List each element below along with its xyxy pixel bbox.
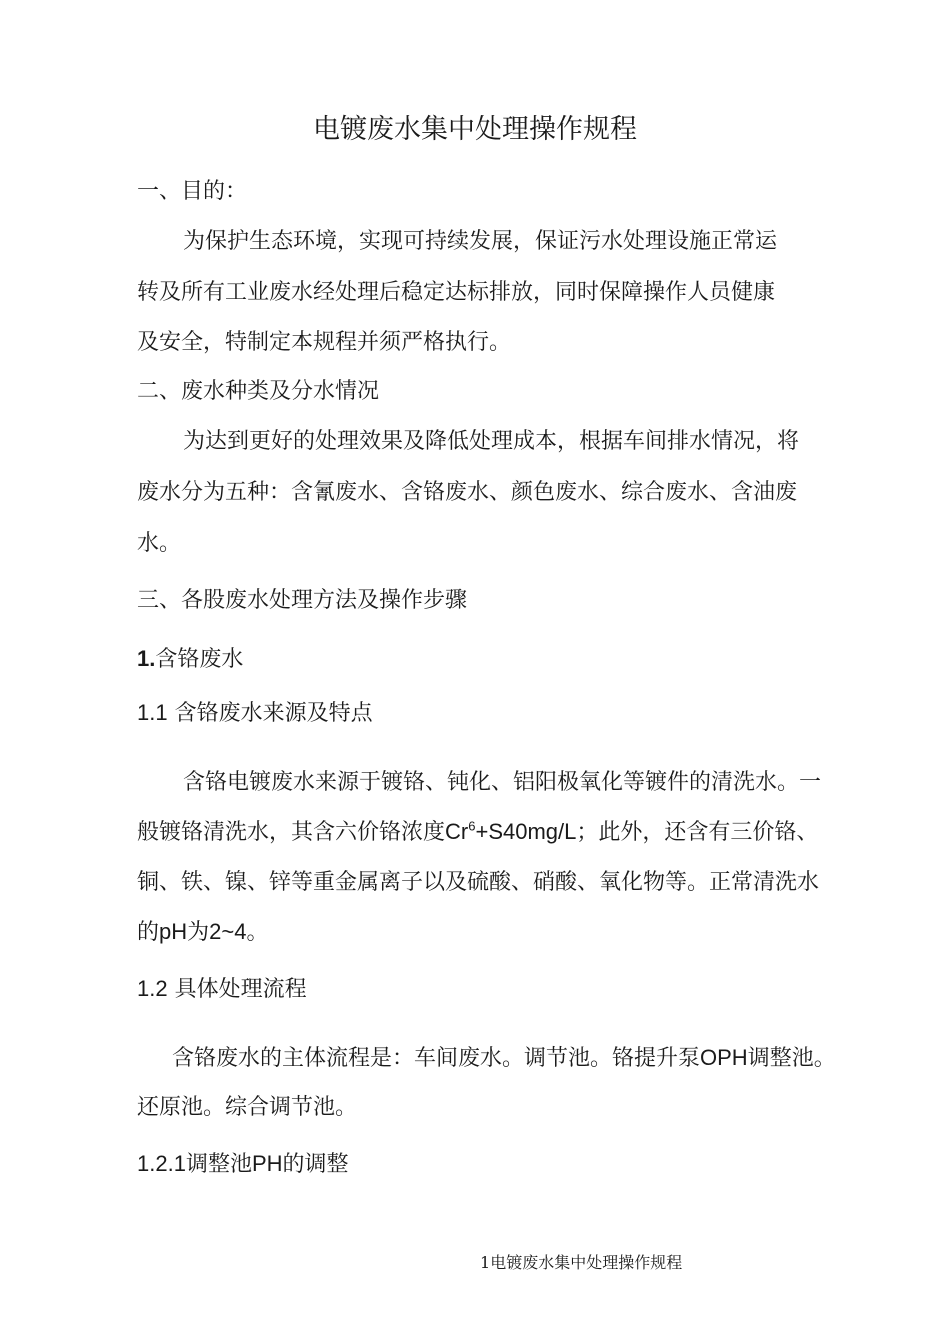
subheading-treatment-flow (137, 975, 307, 1004)
heading-text: 含铬废水 (155, 647, 244, 672)
paragraph-line: 铜、铁、镍、锌等重金属离子以及硫酸、硝酸、氧化物等。正常清洗水 (137, 870, 820, 895)
paragraph-line: 转及所有工业废水经处理后稳定达标排放，同时保障操作人员健康 (137, 280, 776, 305)
heading-text: 调整池 (185, 1152, 252, 1177)
heading-text: 的调整 (282, 1152, 349, 1177)
page-title: 电镀废水集中处理操作规程 (313, 114, 637, 145)
heading-number: 1.1 (137, 700, 168, 725)
paragraph-line: 废水分为五种：含氰废水、含铬废水、颜色废水、综合废水、含油废 (137, 480, 798, 505)
text-run: 的 (137, 920, 160, 945)
paragraph-line: 及安全，特制定本规程并须严格执行。 (137, 330, 512, 355)
text-run: 含铬废水的主体流程是：车间废水。调节池。铬提升泵 (172, 1046, 701, 1071)
text-run: 为 (187, 920, 210, 945)
page-number: 1 (480, 1253, 491, 1272)
subheading-chromium-wastewater (137, 645, 243, 674)
heading-number: 1.2 (137, 976, 168, 1001)
section-heading-wastewater-types: 二、废水种类及分水情况 (137, 379, 380, 404)
running-title: 电镀废水集中处理操作规程 (490, 1253, 683, 1272)
superscript: 6 (468, 818, 476, 834)
heading-number: 1.2.1 (137, 1151, 186, 1176)
paragraph-line (137, 918, 269, 947)
paragraph-line: 为保护生态环境，实现可持续发展，保证污水处理设施正常运 (183, 229, 778, 254)
text-run: 。 (246, 920, 269, 945)
page-footer (480, 1252, 682, 1274)
chemical-symbol: Cr (445, 819, 469, 844)
heading-text: 含铬废水来源及特点 (167, 701, 373, 726)
paragraph-line (137, 818, 818, 847)
ph-label: pH (159, 919, 188, 944)
text-run: ；此外，还含有三价铬、 (576, 820, 819, 845)
subheading-ph-adjustment (137, 1150, 349, 1179)
concentration-value: +S40mg/L (475, 819, 577, 844)
text-run: 般镀铬清洗水，其含六价铬浓度 (137, 820, 446, 845)
paragraph-line: 含铬电镀废水来源于镀铬、钝化、铝阳极氧化等镀件的清洗水。一 (183, 770, 822, 795)
oph-label: OPH (700, 1045, 748, 1070)
paragraph-line: 水。 (137, 531, 182, 556)
paragraph-line: 还原池。综合调节池。 (137, 1095, 358, 1120)
ph-range: 2~4 (209, 919, 247, 944)
heading-number: 1. (137, 646, 156, 671)
section-heading-purpose: 一、目的： (137, 179, 248, 204)
subheading-source-characteristics (137, 699, 373, 728)
paragraph-line (172, 1044, 836, 1073)
ph-label: PH (251, 1151, 283, 1176)
section-heading-methods: 三、各股废水处理方法及操作步骤 (137, 588, 468, 613)
paragraph-line: 为达到更好的处理效果及降低处理成本，根据车间排水情况，将 (183, 429, 800, 454)
heading-text: 具体处理流程 (167, 977, 307, 1002)
text-run: 调整池。 (747, 1046, 836, 1071)
